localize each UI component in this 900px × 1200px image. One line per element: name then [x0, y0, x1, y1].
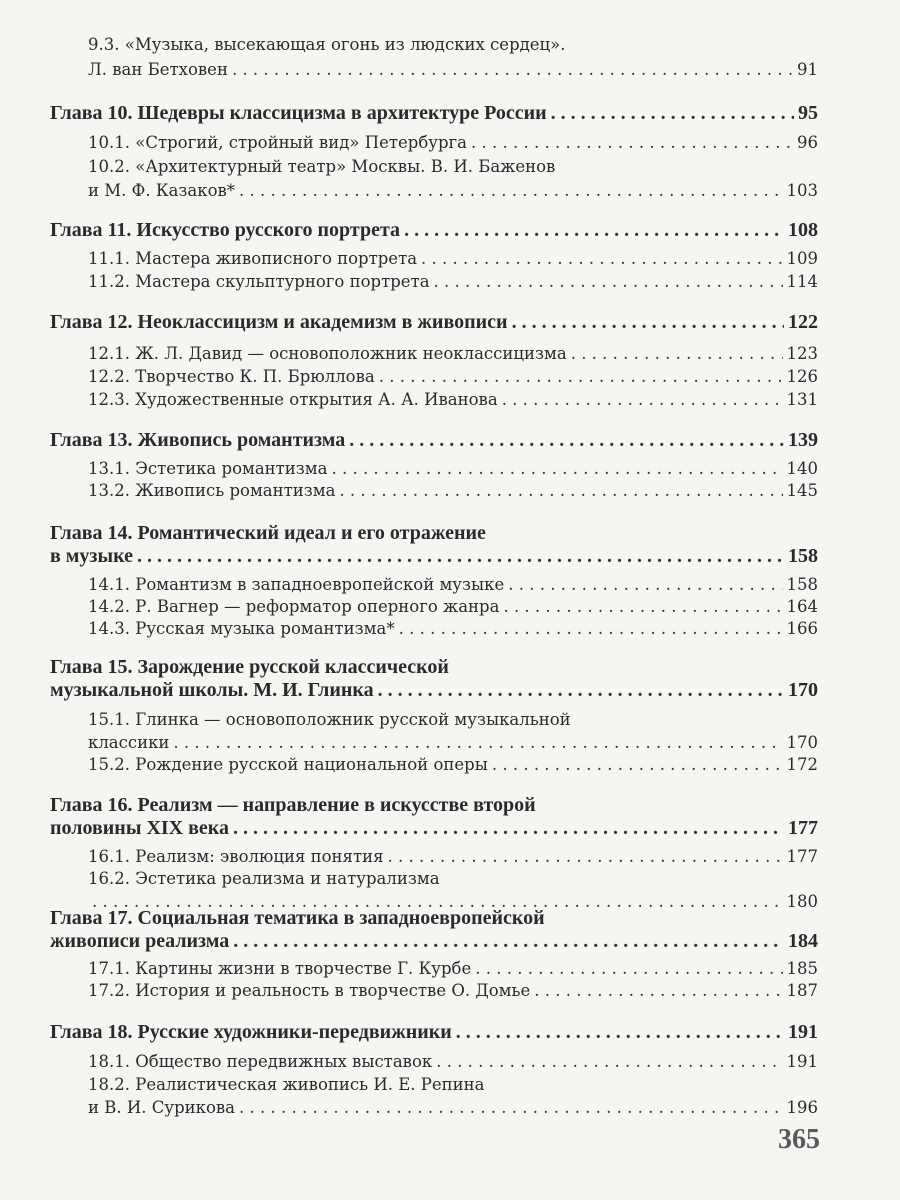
- page-number: 365: [778, 1124, 820, 1155]
- entry-title: 14.2. Р. Вагнер — реформатор оперного жанра: [88, 597, 500, 616]
- dot-leader: [456, 1020, 784, 1044]
- entry-page: 123: [786, 344, 818, 363]
- entry-title: Глава 13. Живопись романтизма: [50, 429, 346, 451]
- dot-leader: [331, 457, 782, 481]
- dot-leader: [239, 1096, 782, 1120]
- dot-leader: [434, 270, 783, 294]
- entry-page: 177: [786, 847, 818, 866]
- entry-page: 131: [786, 390, 818, 409]
- toc-chapter-entry: [50, 218, 818, 242]
- dot-leader: [436, 1050, 782, 1074]
- dot-leader: [492, 753, 783, 777]
- entry-page: 158: [786, 575, 818, 594]
- toc-section-entry: [88, 179, 818, 203]
- dot-leader: [233, 929, 784, 953]
- entry-title: 10.2. «Архитектурный театр» Москвы. В. И. Баженов: [88, 157, 556, 176]
- dot-leader: [339, 479, 782, 503]
- entry-title: 10.1. «Строгий, стройный вид» Петербурга: [88, 133, 468, 152]
- dot-leader: [349, 428, 784, 452]
- entry-title: Глава 14. Романтический идеал и его отражение: [50, 522, 486, 544]
- dot-leader: [502, 388, 783, 412]
- dot-leader: [232, 58, 793, 82]
- entry-title: 11.2. Мастера скульптурного портрета: [88, 272, 430, 291]
- entry-page: 122: [788, 311, 818, 333]
- entry-title: 16.1. Реализм: эволюция понятия: [88, 847, 384, 866]
- entry-title: 14.3. Русская музыка романтизма*: [88, 619, 395, 638]
- toc-chapter-entry: [50, 101, 818, 125]
- entry-title: в музыке: [50, 545, 133, 567]
- toc-section-entry: [88, 1073, 818, 1097]
- entry-page: 95: [798, 102, 818, 124]
- entry-title: 17.2. История и реальность в творчестве О. Домье: [88, 981, 531, 1000]
- toc-section-entry: [88, 365, 818, 389]
- toc-chapter-entry: [50, 544, 818, 568]
- entry-title: Глава 15. Зарождение русской классической: [50, 656, 449, 678]
- dot-leader: [388, 845, 783, 869]
- entry-title: Глава 17. Социальная тематика в западноевропейской: [50, 907, 545, 929]
- entry-title: классики: [88, 733, 170, 752]
- toc-chapter-entry: [50, 906, 818, 930]
- entry-title: 16.2. Эстетика реализма и натурализма: [88, 869, 440, 888]
- toc-section-entry: [88, 388, 818, 412]
- toc-section-entry: [88, 155, 818, 179]
- entry-title: 12.2. Творчество К. П. Брюллова: [88, 367, 375, 386]
- entry-title: и В. И. Сурикова: [88, 1098, 236, 1117]
- toc-section-entry: [88, 573, 818, 597]
- toc-section-entry: [88, 247, 818, 271]
- entry-title: 14.1. Романтизм в западноевропейской музыке: [88, 575, 505, 594]
- entry-page: 91: [797, 60, 818, 79]
- entry-page: 191: [788, 1021, 818, 1043]
- entry-page: 166: [786, 619, 818, 638]
- entry-title: 15.2. Рождение русской национальной оперы: [88, 755, 488, 774]
- dot-leader: [508, 573, 782, 597]
- entry-title: 13.2. Живопись романтизма: [88, 481, 336, 500]
- entry-page: 180: [786, 892, 818, 911]
- entry-title: Л. ван Бетховен: [88, 60, 228, 79]
- entry-page: 164: [786, 597, 818, 616]
- entry-page: 126: [786, 367, 818, 386]
- entry-page: 184: [788, 930, 818, 952]
- toc-section-entry: [88, 979, 818, 1003]
- dot-leader: [571, 342, 783, 366]
- toc-chapter-entry: [50, 678, 818, 702]
- dot-leader: [404, 218, 784, 242]
- entry-title: 12.3. Художественные открытия А. А. Иванова: [88, 390, 498, 409]
- dot-leader: [421, 247, 782, 271]
- dot-leader: [399, 617, 783, 641]
- entry-page: 145: [786, 481, 818, 500]
- toc-section-entry: [88, 595, 818, 619]
- toc-chapter-entry: [50, 793, 818, 817]
- entry-title: 15.1. Глинка — основоположник русской музыкальной: [88, 710, 571, 729]
- toc-section-entry: [88, 58, 818, 82]
- entry-page: 170: [788, 679, 818, 701]
- entry-page: 140: [786, 459, 818, 478]
- dot-leader: [137, 544, 784, 568]
- entry-page: 158: [788, 545, 818, 567]
- toc-section-entry: [88, 33, 818, 57]
- entry-title: музыкальной школы. М. И. Глинка: [50, 679, 374, 701]
- toc-chapter-entry: [50, 816, 818, 840]
- toc-section-entry: [88, 617, 818, 641]
- toc-chapter-entry: [50, 1020, 818, 1044]
- toc-section-entry: [88, 270, 818, 294]
- toc-chapter-entry: [50, 310, 818, 334]
- entry-page: 103: [786, 181, 818, 200]
- toc-chapter-entry: [50, 428, 818, 452]
- toc-section-entry: [88, 342, 818, 366]
- entry-page: 172: [786, 755, 818, 774]
- entry-title: половины XIX века: [50, 817, 230, 839]
- dot-leader: [503, 595, 782, 619]
- dot-leader: [471, 131, 793, 155]
- toc-section-entry: [88, 131, 818, 155]
- entry-title: Глава 18. Русские художники-передвижники: [50, 1021, 452, 1043]
- dot-leader: [378, 678, 784, 702]
- entry-title: Глава 11. Искусство русского портрета: [50, 219, 401, 241]
- toc-section-entry: [88, 1096, 818, 1120]
- dot-leader: [233, 816, 784, 840]
- entry-title: и М. Ф. Казаков*: [88, 181, 236, 200]
- entry-title: 9.3. «Музыка, высекающая огонь из людских сердец».: [88, 35, 566, 54]
- entry-page: 114: [786, 272, 818, 291]
- toc-section-entry: [88, 731, 818, 755]
- entry-title: 11.1. Мастера живописного портрета: [88, 249, 418, 268]
- toc-chapter-entry: [50, 929, 818, 953]
- dot-leader: [173, 731, 782, 755]
- entry-title: 13.1. Эстетика романтизма: [88, 459, 328, 478]
- entry-page: 196: [786, 1098, 818, 1117]
- entry-title: 18.2. Реалистическая живопись И. Е. Репина: [88, 1075, 485, 1094]
- entry-page: 187: [786, 981, 818, 1000]
- dot-leader: [239, 179, 782, 203]
- entry-page: 177: [788, 817, 818, 839]
- entry-title: Глава 10. Шедевры классицизма в архитектуре России: [50, 102, 547, 124]
- toc-section-entry: [88, 957, 818, 981]
- toc-section-entry: [88, 708, 818, 732]
- toc-chapter-entry: [50, 655, 818, 679]
- entry-page: 139: [788, 429, 818, 451]
- toc-section-entry: [88, 753, 818, 777]
- toc-section-entry: [88, 867, 818, 891]
- entry-title: 18.1. Общество передвижных выставок: [88, 1052, 433, 1071]
- entry-page: 96: [797, 133, 818, 152]
- dot-leader: [379, 365, 783, 389]
- entry-title: 12.1. Ж. Л. Давид — основоположник неоклассицизма: [88, 344, 567, 363]
- toc-section-entry: [88, 457, 818, 481]
- entry-title: живописи реализма: [50, 930, 230, 952]
- entry-title: Глава 12. Неоклассицизм и академизм в живописи: [50, 311, 508, 333]
- dot-leader: [534, 979, 782, 1003]
- dot-leader: [551, 101, 794, 125]
- toc-section-entry: [88, 1050, 818, 1074]
- toc-section-entry: [88, 845, 818, 869]
- entry-page: 170: [786, 733, 818, 752]
- entry-page: 185: [786, 959, 818, 978]
- entry-page: 108: [788, 219, 818, 241]
- entry-title: Глава 16. Реализм — направление в искусстве второй: [50, 794, 536, 816]
- entry-page: 109: [786, 249, 818, 268]
- entry-page: 191: [786, 1052, 818, 1071]
- dot-leader: [512, 310, 784, 334]
- dot-leader: [475, 957, 782, 981]
- toc-section-entry: [88, 479, 818, 503]
- entry-title: 17.1. Картины жизни в творчестве Г. Курбе: [88, 959, 472, 978]
- toc-chapter-entry: [50, 521, 818, 545]
